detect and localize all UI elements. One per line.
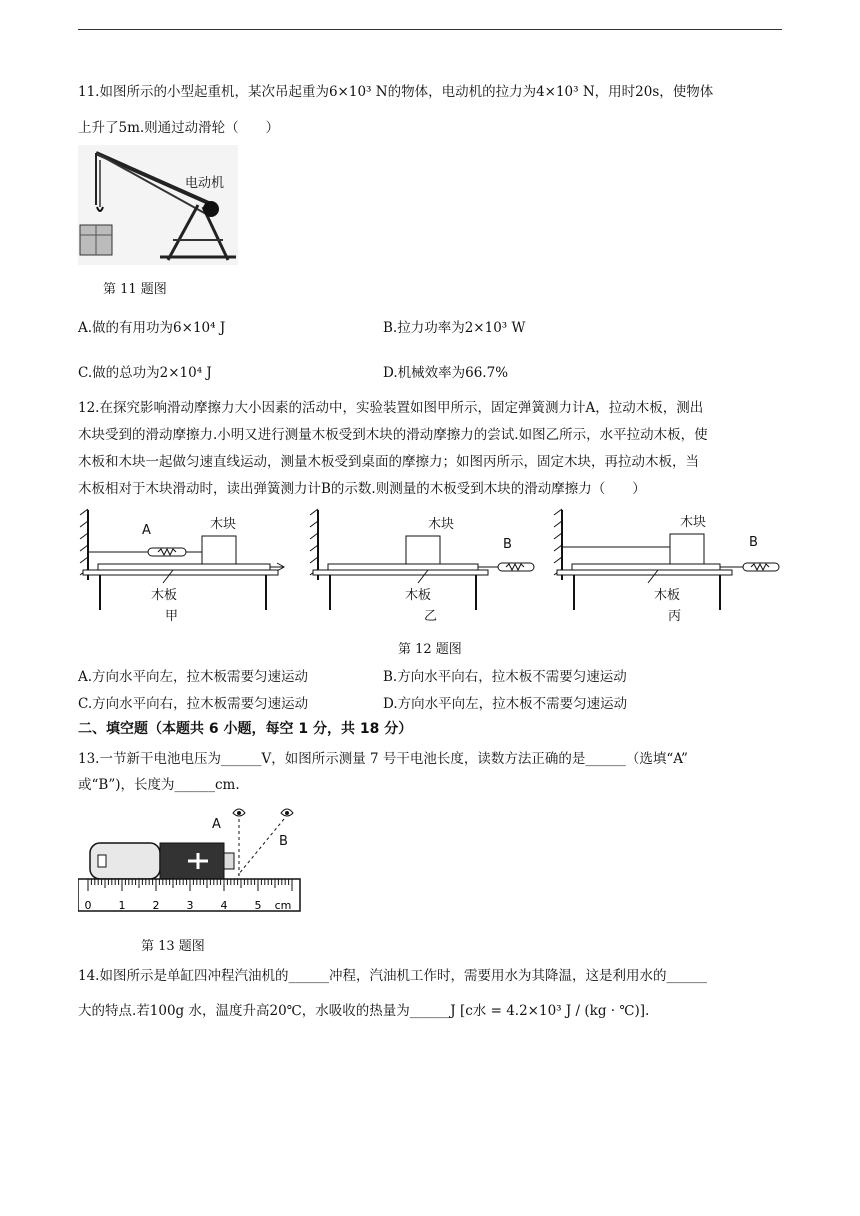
crane-motor-label: 电动机 — [185, 176, 225, 191]
figure-yi-meter-label: B — [503, 537, 512, 552]
q12-line-1: 12.在探究影响滑动摩擦力大小因素的活动中，实验装置如图甲所示，固定弹簧测力计A，拉动木板，测出 — [78, 400, 704, 416]
figure-jia-board-label: 木板 — [151, 588, 178, 603]
ruler-tick-label-5: 5 — [254, 899, 262, 912]
figure-jia-block-label: 木块 — [210, 517, 237, 532]
figure-yi-name: 乙 — [424, 609, 438, 624]
q11-option-b: B.拉力功率为2×10³ W — [383, 320, 526, 336]
eye-a-label: A — [212, 817, 221, 832]
figure-yi — [308, 505, 538, 625]
q11-option-c: C.做的总功为2×10⁴ J — [78, 365, 212, 381]
crane-figure — [78, 145, 238, 265]
header-rule — [78, 29, 782, 30]
q11-option-a: A.做的有用功为6×10⁴ J — [78, 320, 226, 336]
figure-jia-name: 甲 — [165, 609, 179, 624]
section-title: 二、填空题（本题共 6 小题，每空 1 分，共 18 分） — [78, 721, 413, 737]
figure-bing-meter-label: B — [749, 535, 758, 550]
eye-b-label: B — [279, 834, 288, 849]
ruler-tick-label-4: 4 — [220, 899, 228, 912]
q12-option-c: C.方向水平向右，拉木板需要匀速运动 — [78, 696, 309, 712]
ruler-tick-label-3: 3 — [186, 899, 194, 912]
ruler-tick-label-0: 0 — [84, 899, 92, 912]
ruler-unit-label: cm — [274, 899, 292, 912]
q11-line-2: 上升了5m.则通过动滑轮（ ） — [78, 120, 280, 136]
q12-option-a: A.方向水平向左，拉木板需要匀速运动 — [78, 669, 309, 685]
q11-option-d: D.机械效率为66.7% — [383, 365, 509, 381]
q11-caption: 第 11 题图 — [103, 282, 167, 297]
battery-ruler-figure — [78, 805, 303, 915]
q14-line-1: 14.如图所示是单缸四冲程汽油机的______冲程，汽油机工作时，需要用水为其降温，这是利用水的______ — [78, 968, 707, 984]
q13-line-2: 或“B”)，长度为______cm. — [78, 777, 240, 793]
q11-line-1: 11.如图所示的小型起重机，某次吊起重为6×10³ N的物体，电动机的拉力为4×10³ N，用时20s，使物体 — [78, 84, 714, 100]
q13-caption: 第 13 题图 — [141, 939, 205, 954]
figure-yi-board-label: 木板 — [405, 588, 432, 603]
q14-line-2: 大的特点.若100g 水，温度升高20℃，水吸收的热量为______J [c水 = 4.2×10³ J / (kg · ℃)]. — [78, 1003, 650, 1019]
figure-yi-block-label: 木块 — [428, 517, 455, 532]
figure-jia-meter-label: A — [142, 523, 151, 538]
figure-bing-block-label: 木块 — [680, 515, 707, 530]
figure-bing — [548, 505, 783, 625]
q13-line-1: 13.一节新干电池电压为______V，如图所示测量 7 号干电池长度，读数方法正确的是______（选填“A” — [78, 751, 688, 767]
q12-caption: 第 12 题图 — [398, 642, 462, 657]
ruler-tick-label-2: 2 — [152, 899, 160, 912]
q12-line-4: 木板相对于木块滑动时，读出弹簧测力计B的示数.则测量的木板受到木块的滑动摩擦力（ ） — [78, 481, 646, 497]
figure-bing-name: 丙 — [668, 609, 682, 624]
figure-bing-board-label: 木板 — [654, 588, 681, 603]
q12-line-2: 木块受到的滑动摩擦力.小明又进行测量木板受到木块的滑动摩擦力的尝试.如图乙所示，水平拉动木板，使 — [78, 427, 708, 443]
q12-option-d: D.方向水平向左，拉木板不需要匀速运动 — [383, 696, 628, 712]
ruler-tick-label-1: 1 — [118, 899, 126, 912]
q12-line-3: 木板和木块一起做匀速直线运动，测量木板受到桌面的摩擦力；如图丙所示，固定木块，再拉动木板，当 — [78, 454, 699, 470]
figure-jia — [78, 505, 288, 625]
q12-option-b: B.方向水平向右，拉木板不需要匀速运动 — [383, 669, 627, 685]
